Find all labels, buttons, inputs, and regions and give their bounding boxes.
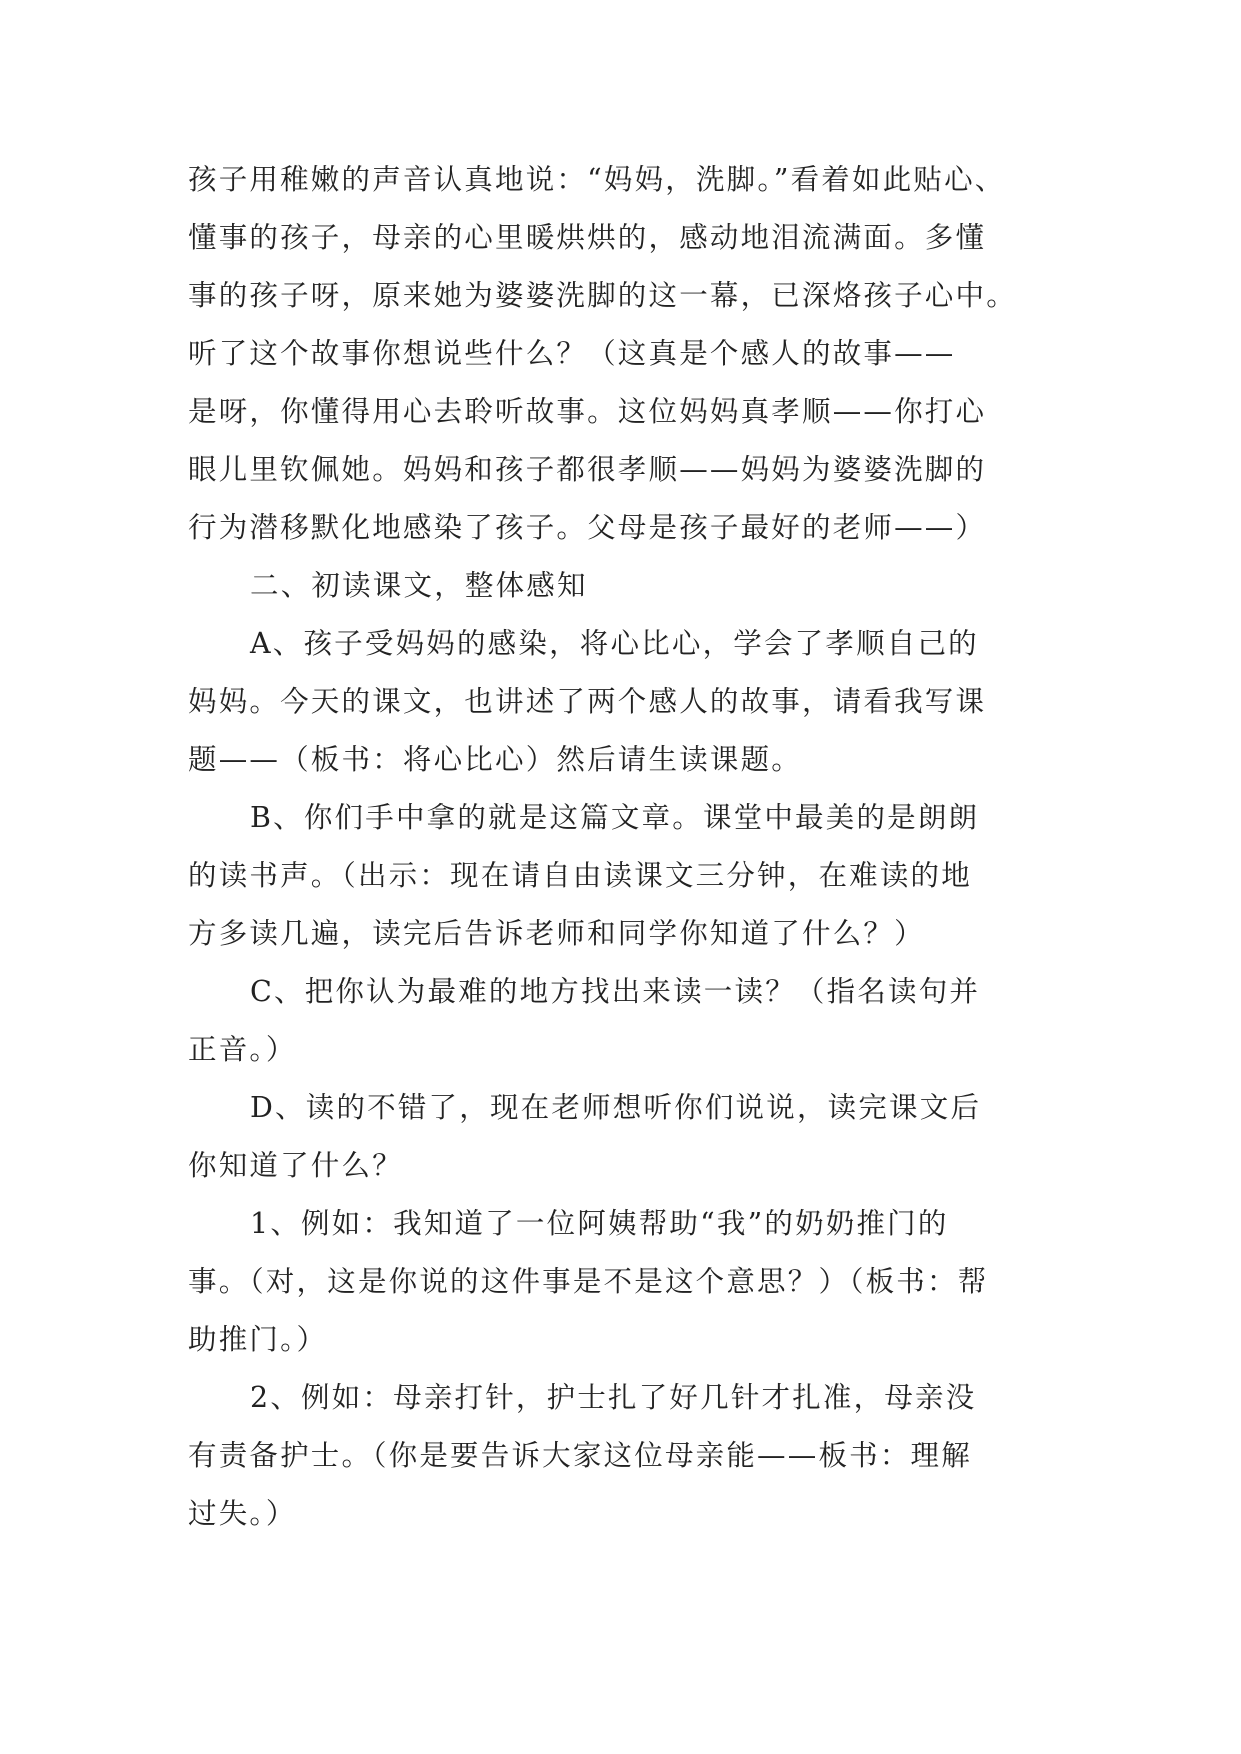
text-line: 过失。） <box>188 1497 297 1530</box>
text-line: 行为潜移默化地感染了孩子。父母是孩子最好的老师——） <box>188 511 987 544</box>
text-line: 有责备护士。（你是要告诉大家这位母亲能——板书：理解 <box>188 1439 972 1472</box>
text-line: B、你们手中拿的就是这篇文章。课堂中最美的是朗朗 <box>250 801 980 834</box>
text-line: 的读书声。（出示：现在请自由读课文三分钟，在难读的地 <box>188 859 972 892</box>
text-line: 正音。） <box>188 1033 297 1066</box>
text-line: 你知道了什么？ <box>188 1149 403 1182</box>
document-body <box>188 151 1048 1543</box>
text-line: 懂事的孩子，母亲的心里暖烘烘的，感动地泪流满面。多懂 <box>188 221 987 254</box>
text-line: 1、例如：我知道了一位阿姨帮助“我”的奶奶推门的 <box>250 1207 949 1240</box>
text-line: 事。（对，这是你说的这件事是不是这个意思？）（板书：帮 <box>188 1265 989 1298</box>
text-line: 眼儿里钦佩她。妈妈和孩子都很孝顺——妈妈为婆婆洗脚的 <box>188 453 987 486</box>
text-line: 方多读几遍，读完后告诉老师和同学你知道了什么？） <box>188 917 925 950</box>
text-line: 妈妈。今天的课文，也讲述了两个感人的故事，请看我写课 <box>188 685 987 718</box>
section-heading: 二、初读课文，整体感知 <box>250 569 588 602</box>
text-line: 孩子用稚嫩的声音认真地说：“妈妈，洗脚。”看着如此贴心、 <box>188 163 1006 196</box>
text-line: 助推门。） <box>188 1323 328 1356</box>
text-line: C、把你认为最难的地方找出来读一读？（指名读句并 <box>250 975 981 1008</box>
text-line: 是呀，你懂得用心去聆听故事。这位妈妈真孝顺——你打心 <box>188 395 987 428</box>
text-line: 2、例如：母亲打针，护士扎了好几针才扎准，母亲没 <box>250 1381 977 1414</box>
text-line: A、孩子受妈妈的感染，将心比心，学会了孝顺自己的 <box>250 627 979 660</box>
text-line: 听了这个故事你想说些什么？（这真是个感人的故事—— <box>188 337 956 370</box>
text-line: 题——（板书：将心比心）然后请生读课题。 <box>188 743 803 776</box>
text-line: D、读的不错了，现在老师想听你们说说，读完课文后 <box>250 1091 982 1124</box>
text-line: 事的孩子呀，原来她为婆婆洗脚的这一幕，已深烙孩子心中。 <box>188 279 1017 312</box>
